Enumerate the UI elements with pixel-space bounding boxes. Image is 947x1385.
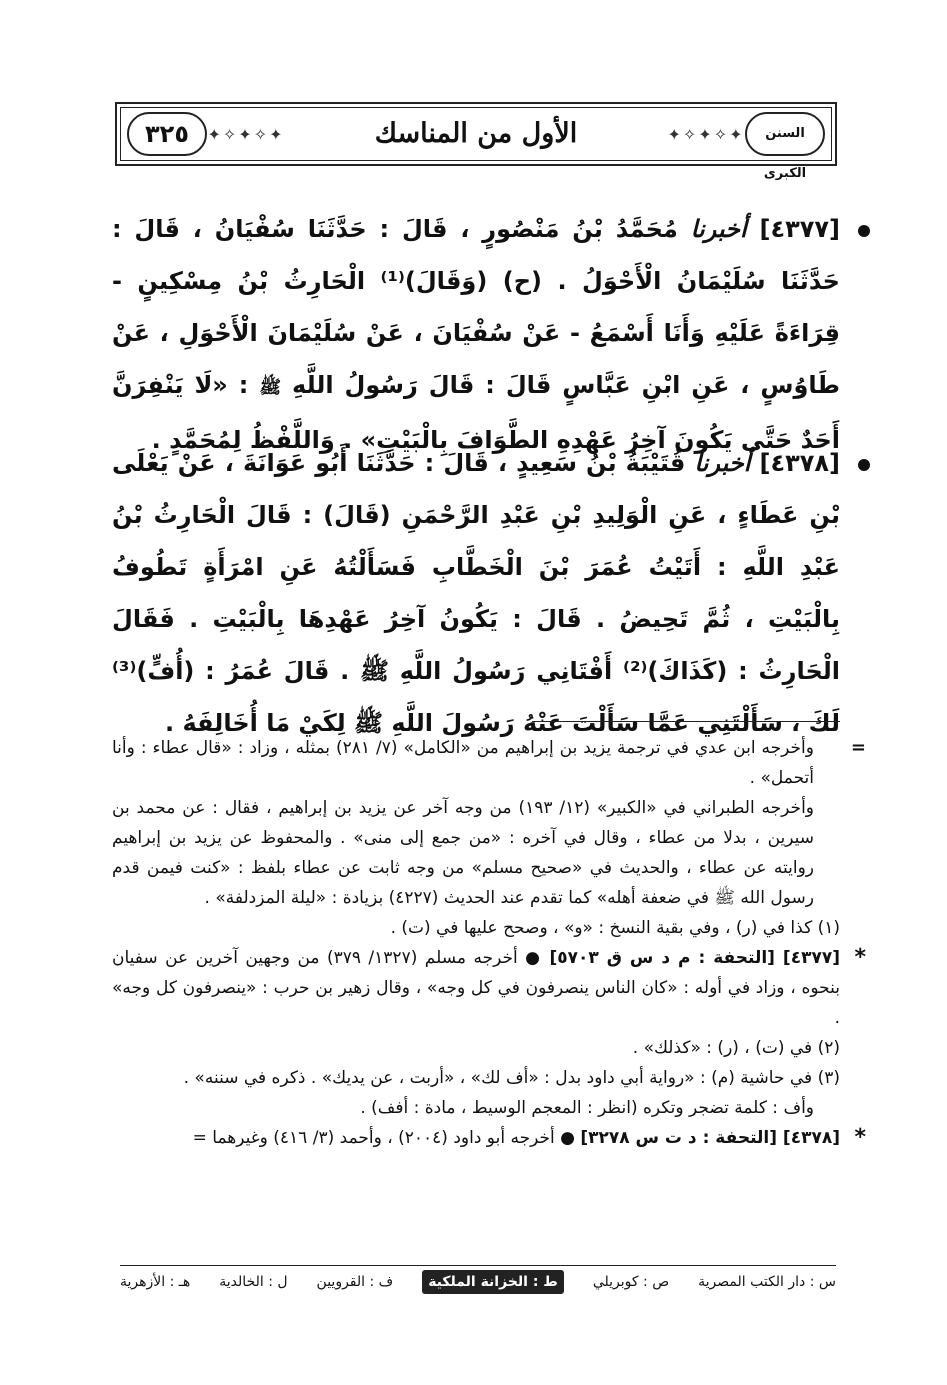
hadith-4378 <box>112 437 840 749</box>
bullet-icon <box>858 225 870 237</box>
takhrij-4377 <box>112 943 866 1033</box>
tuhfa-reference: [٤٣٧٧] [التحفة : م د س ق ٥٧٠٣] <box>549 948 840 968</box>
legend-item-highlighted: ط : الخزانة الملكية <box>422 1270 564 1294</box>
footnote-2 <box>112 1033 840 1063</box>
footnotes <box>112 733 866 1153</box>
footnote-paragraph: وأخرجه ابن عدي في ترجمة يزيد بن إبراهيم من «الكامل» (٧/ ٢٨١) بمثله ، وزاد : «قال عطاء : وأنا أتحمل» . <box>112 738 814 788</box>
page-header <box>115 102 837 181</box>
hadith-number: [٤٣٧٧] <box>759 215 840 243</box>
bullet-icon <box>858 459 870 471</box>
legend-item: ف : القرويين <box>316 1274 394 1290</box>
footnote-paragraph: وأخرجه الطبراني في «الكبير» (١٢/ ١٩٣) من وجه آخر عن يزيد بن إبراهيم ، فقال : عن محمد بن سيرين ، بدلا من عطاء ، وقال في آخره : «من جمع إلى منى» . والمحفوظ عن يزيد بن إبراهيم روايته عن عطاء ، والحديث في «صحيح مسلم» من وجه ثابت عن عطاء بلفظ : «كنت فيمن قدم رسول الله ﷺ في ضعفة أهله» كما تقدم عند الحديث (٤٢٢٧) بزيادة : «ليلة المزدلفة» . <box>112 798 814 908</box>
ornament-pattern: ✦✧✦✧✦ <box>667 125 745 144</box>
footnote-1 <box>112 913 840 943</box>
page-number: ٣٢٥ <box>127 112 207 156</box>
hadith-quote: : «لَا يَنْفِرَنَّ أَحَدٌ حَتَّى يَكُونَ آخِرُ عَهْدِهِ الطَّوَافَ بِالْبَيْتِ» . وَاللَّفْظُ لِمُحَمَّدٍ . <box>112 371 840 454</box>
legend-item: س : دار الكتب المصرية <box>698 1274 836 1290</box>
footnote-3 <box>112 1063 840 1123</box>
footnote-text: (١) كذا في (ر) ، وفي بقية النسخ : «و» ، وصحح عليها في (ت) . <box>390 918 840 938</box>
continuation-marker: = <box>850 737 866 758</box>
star-marker: * <box>854 1125 866 1150</box>
chapter-title: الأول من المناسك <box>374 118 578 149</box>
legend-item: ل : الخالدية <box>219 1274 288 1290</box>
legend-item: ص : كوبريلي <box>592 1274 670 1290</box>
legend-divider <box>120 1265 836 1266</box>
book-logo: السنن الكبرى <box>745 112 825 156</box>
hadith-text: قُتَيْبَةُ بْنُ سَعِيدٍ ، قَالَ : حَدَّثَنَا أَبُو عَوَانَةَ ، عَنْ يَعْلَى بْنِ عَطَاءٍ ، عَنِ الْوَلِيدِ بْنِ عَبْدِ الرَّحْمَنِ (قَالَ) : قَالَ الْحَارِثُ بْنُ عَبْدِ اللَّهِ : أَتَيْتُ عُمَرَ بْنَ الْخَطَّابِ فَسَأَلْتُهُ عَنِ امْرَأَةٍ تَطُوفُ بِالْبَيْتِ ، ثُمَّ تَحِيضُ . قَالَ : يَكُونُ آخِرُ عَهْدِهَا بِالْبَيْتِ . فَقَالَ الْحَارِثُ : (كَذَاكَ)⁽²⁾ أَفْتَانِي رَسُولُ اللَّهِ ﷺ . قَالَ عُمَرُ : (أُفٍّ)⁽³⁾ لَكَ ، سَأَلْتَنِي عَمَّا سَأَلْتَ عَنْهُ رَسُولَ اللَّهِ ﷺ لِكَيْ مَا أُخَالِفَهُ . <box>112 449 840 737</box>
salawat-symbol: ﷺ <box>259 377 282 398</box>
ornament-pattern: ✦✧✦✧✦ <box>207 125 285 144</box>
manuscript-legend <box>120 1270 836 1294</box>
takhrij-text: ● أخرجه مسلم (١٣٢٧/ ٣٧٩) من وجهين آخرين عن سفيان بنحوه ، وزاد في أوله : «كان الناس ينصرفون في كل وجه» ، وقال زهير بن حرب : «ينصرفون كل وجه» . <box>112 948 840 1028</box>
takhrij-text: ● أخرجه أبو داود (٢٠٠٤) ، وأحمد (٣/ ٤١٦) وغيرهما = <box>192 1128 575 1148</box>
footnote-text: وأف : كلمة تضجر وتكره (انظر : المعجم الوسيط ، مادة : أفف) . <box>360 1098 814 1118</box>
takhrij-4378 <box>112 1123 866 1153</box>
star-marker: * <box>854 945 866 970</box>
footnote-divider <box>532 721 840 722</box>
hadith-text: مُحَمَّدُ بْنُ مَنْصُورٍ ، قَالَ : حَدَّثَنَا سُفْيَانُ ، قَالَ : حَدَّثَنَا سُلَيْمَانُ الْأَحْوَلُ . (ح) (وَقَالَ)⁽¹⁾ الْحَارِثُ بْنُ مِسْكِينٍ - قِرَاءَةً عَلَيْهِ وَأَنَا أَسْمَعُ - عَنْ سُفْيَانَ ، عَنْ سُلَيْمَانَ الْأَحْوَلِ ، عَنْ طَاوُسٍ ، عَنِ ابْنِ عَبَّاسٍ قَالَ : قَالَ رَسُولُ اللَّهِ <box>112 215 841 399</box>
tuhfa-reference: [٤٣٧٨] [التحفة : د ت س ٣٢٧٨] <box>580 1128 840 1148</box>
hadith-number: [٤٣٧٨] <box>759 449 841 477</box>
footnote-continuation <box>112 733 866 913</box>
footnote-text: (٣) في حاشية (م) : «رواية أبي داود بدل : «أف لك» ، «أربت ، عن يديك» . ذكره في سننه» . <box>183 1068 840 1088</box>
footnote-text: (٢) في (ت) ، (ر) : «كذلك» . <box>632 1038 840 1058</box>
akhbarana-label: أخبرنا <box>694 449 751 477</box>
hadith-4377 <box>112 203 840 466</box>
akhbarana-label: أخبرنا <box>690 215 747 243</box>
legend-item: هـ : الأزهرية <box>120 1274 191 1290</box>
